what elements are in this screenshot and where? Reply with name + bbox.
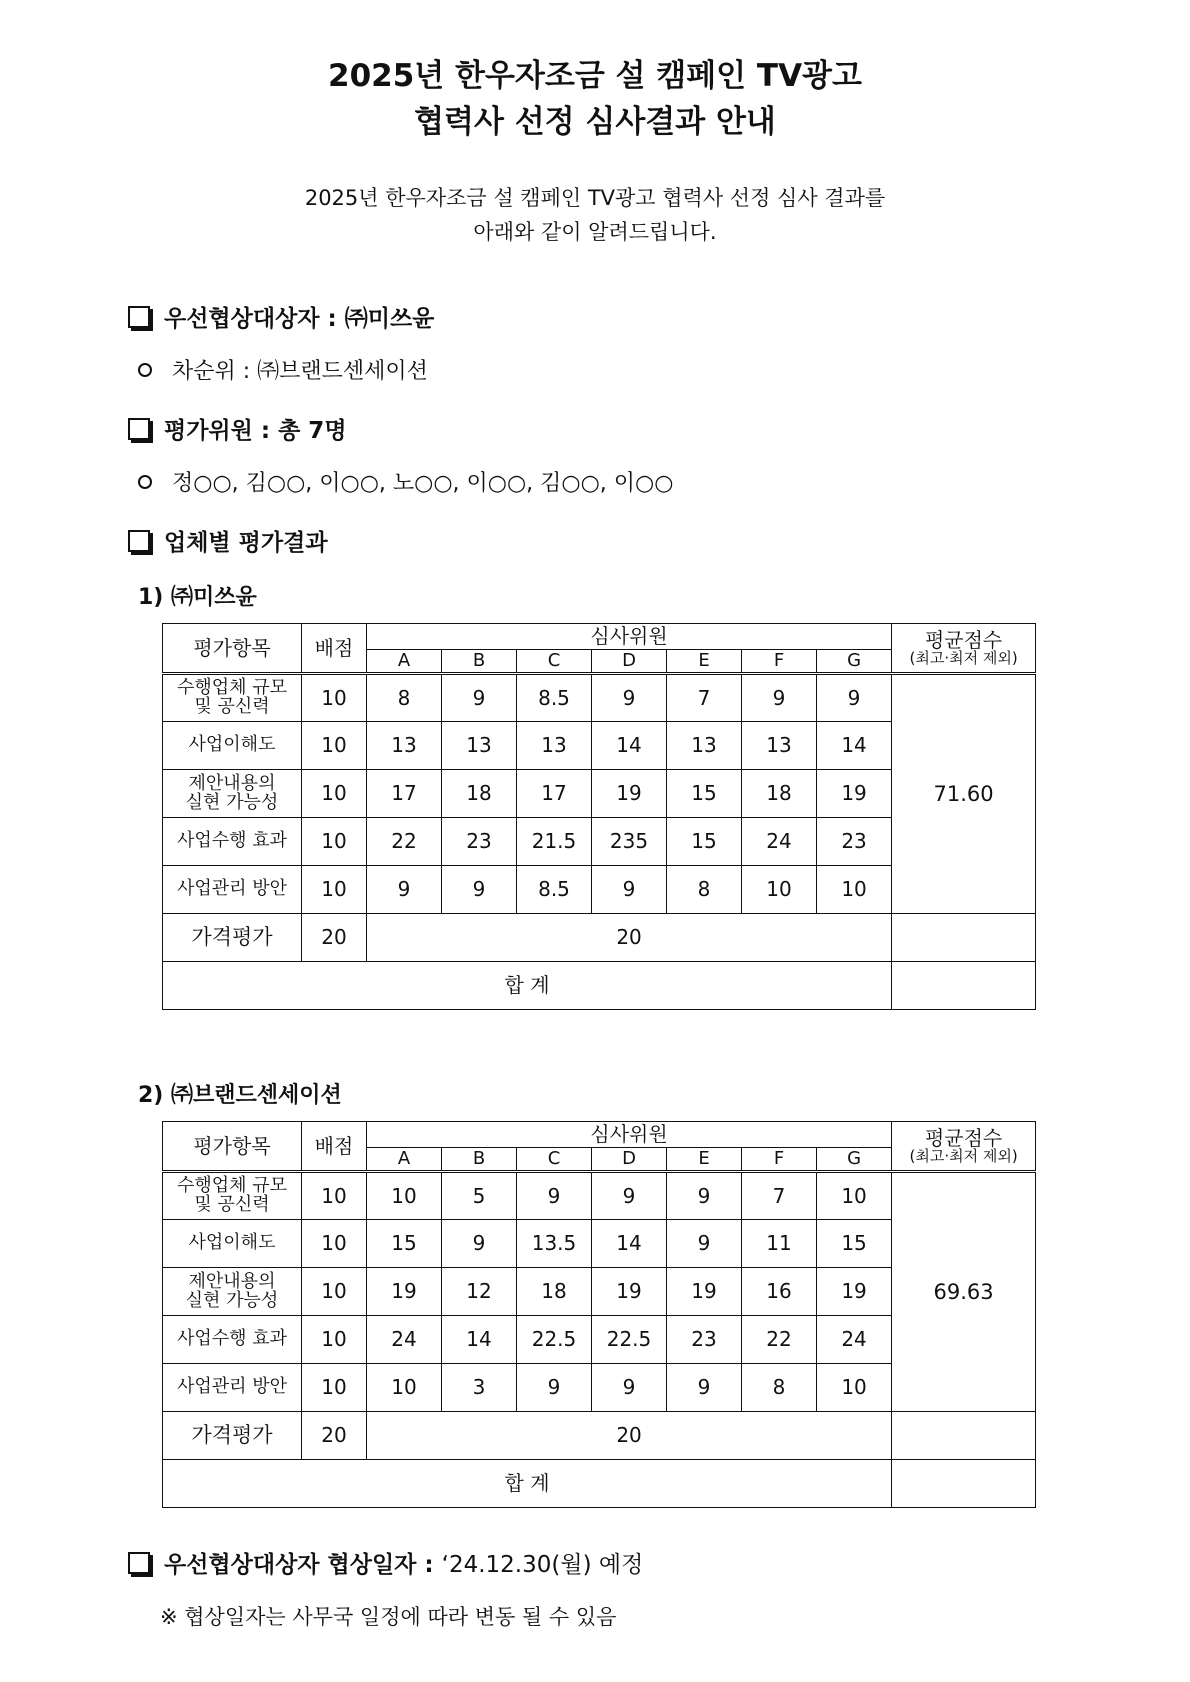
- total-value-empty: [892, 962, 1036, 1010]
- header-judge-g: G: [817, 1148, 892, 1172]
- item-cell: 사업수행 효과: [163, 818, 302, 866]
- header-judge-e: E: [667, 650, 742, 674]
- score-cell: 19: [367, 1268, 442, 1316]
- score-cell: 10: [367, 1364, 442, 1412]
- header-average-label: 평균점수: [924, 1125, 1003, 1150]
- score-cell: 9: [517, 1172, 592, 1220]
- negotiation-note: ※ 협상일자는 사무국 일정에 따라 변동 될 수 있음: [160, 1605, 617, 1629]
- score-cell: 14: [442, 1316, 517, 1364]
- intro-line1: 2025년 한우자조금 설 캠페인 TV광고 협력사 선정 심사 결과를: [304, 186, 886, 210]
- header-judge-a: A: [367, 1148, 442, 1172]
- score-cell: 9: [742, 674, 817, 722]
- score-cell: 19: [592, 1268, 667, 1316]
- score-cell: 19: [817, 1268, 892, 1316]
- score-cell: 19: [817, 770, 892, 818]
- score-cell: 10: [367, 1172, 442, 1220]
- score-cell: 17: [367, 770, 442, 818]
- points-cell: 10: [302, 866, 367, 914]
- score-cell: 22.5: [592, 1316, 667, 1364]
- score-cell: 12: [442, 1268, 517, 1316]
- score-cell: 9: [442, 674, 517, 722]
- score-cell: 22.5: [517, 1316, 592, 1364]
- score-cell: 9: [592, 674, 667, 722]
- score-cell: 10: [817, 1364, 892, 1412]
- points-cell: 10: [302, 1316, 367, 1364]
- header-judge-b: B: [442, 650, 517, 674]
- score-cell: 23: [442, 818, 517, 866]
- item-cell: 사업관리 방안: [163, 866, 302, 914]
- header-points: 배점: [302, 1122, 367, 1172]
- header-average-label: 평균점수: [924, 627, 1003, 652]
- score-cell: 24: [367, 1316, 442, 1364]
- score-cell: 18: [442, 770, 517, 818]
- score-cell: 3: [442, 1364, 517, 1412]
- header-judge-d: D: [592, 650, 667, 674]
- score-cell: 9: [592, 1364, 667, 1412]
- item-cell: 사업관리 방안: [163, 1364, 302, 1412]
- section-results: [128, 524, 328, 557]
- runner-up-text: 차순위 : ㈜브랜드센세이션: [172, 359, 428, 384]
- total-label: 합 계: [163, 1460, 892, 1508]
- score-cell: 17: [517, 770, 592, 818]
- total-row: [163, 1460, 1036, 1508]
- score-cell: 9: [367, 866, 442, 914]
- price-row: [163, 1412, 1036, 1460]
- evaluation-table-company-2: [162, 1121, 1036, 1508]
- score-cell: 7: [742, 1172, 817, 1220]
- price-label: 가격평가: [163, 914, 302, 962]
- header-judge-a: A: [367, 650, 442, 674]
- score-cell: 9: [667, 1220, 742, 1268]
- table-row: [163, 674, 1036, 722]
- score-cell: 13: [742, 722, 817, 770]
- score-cell: 14: [592, 722, 667, 770]
- header-judge-c: C: [517, 1148, 592, 1172]
- price-average-empty: [892, 1412, 1036, 1460]
- company-2-heading: 2) ㈜브랜드센세이션: [138, 1083, 342, 1108]
- points-cell: 10: [302, 674, 367, 722]
- price-score: 20: [367, 1412, 892, 1460]
- score-cell: 7: [667, 674, 742, 722]
- score-cell: 10: [817, 1172, 892, 1220]
- score-cell: 15: [667, 770, 742, 818]
- score-cell: 23: [817, 818, 892, 866]
- points-cell: 10: [302, 1220, 367, 1268]
- document-title-line1: 2025년 한우자조금 설 캠페인 TV광고: [328, 58, 862, 94]
- score-cell: 9: [667, 1172, 742, 1220]
- evaluation-table-company-1: [162, 623, 1036, 1010]
- score-cell: 9: [817, 674, 892, 722]
- committee-members: 정○○, 김○○, 이○○, 노○○, 이○○, 김○○, 이○○: [172, 471, 674, 496]
- score-cell: 9: [667, 1364, 742, 1412]
- item-cell: 제안내용의 실현 가능성: [163, 1268, 302, 1316]
- header-judge-b: B: [442, 1148, 517, 1172]
- header-judge-e: E: [667, 1148, 742, 1172]
- committee-members-line: [138, 466, 673, 497]
- header-judge-c: C: [517, 650, 592, 674]
- header-item: 평가항목: [163, 624, 302, 674]
- score-cell: 9: [517, 1364, 592, 1412]
- header-judge-d: D: [592, 1148, 667, 1172]
- score-cell: 15: [817, 1220, 892, 1268]
- item-cell: 사업이해도: [163, 722, 302, 770]
- circle-bullet-icon: [138, 475, 152, 489]
- price-points: 20: [302, 1412, 367, 1460]
- score-cell: 22: [367, 818, 442, 866]
- item-cell: 사업수행 효과: [163, 1316, 302, 1364]
- header-judge-f: F: [742, 650, 817, 674]
- score-cell: 15: [667, 818, 742, 866]
- checkbox-square-icon: [128, 418, 150, 440]
- score-cell: 11: [742, 1220, 817, 1268]
- header-item: 평가항목: [163, 1122, 302, 1172]
- points-cell: 10: [302, 1364, 367, 1412]
- header-average: [892, 624, 1036, 674]
- score-cell: 16: [742, 1268, 817, 1316]
- total-label: 합 계: [163, 962, 892, 1010]
- section-committee: [128, 412, 347, 445]
- preferred-value: ㈜미쓰윤: [344, 306, 435, 332]
- results-label: 업체별 평가결과: [164, 530, 328, 556]
- points-cell: 10: [302, 1268, 367, 1316]
- checkbox-square-icon: [128, 306, 150, 328]
- score-cell: 8: [742, 1364, 817, 1412]
- circle-bullet-icon: [138, 363, 152, 377]
- negotiation-label: 우선협상대상자 협상일자 :: [164, 1552, 434, 1578]
- average-score: 69.63: [892, 1172, 1036, 1412]
- negotiation-date: ‘24.12.30(월) 예정: [441, 1552, 644, 1578]
- score-cell: 13.5: [517, 1220, 592, 1268]
- score-cell: 18: [517, 1268, 592, 1316]
- item-cell: 사업이해도: [163, 1220, 302, 1268]
- score-cell: 10: [742, 866, 817, 914]
- score-cell: 13: [367, 722, 442, 770]
- score-cell: 9: [442, 866, 517, 914]
- section-preferred: [128, 300, 434, 333]
- header-judge-f: F: [742, 1148, 817, 1172]
- score-cell: 8: [667, 866, 742, 914]
- price-average-empty: [892, 914, 1036, 962]
- item-cell: 수행업체 규모 및 공신력: [163, 674, 302, 722]
- price-points: 20: [302, 914, 367, 962]
- score-cell: 24: [817, 1316, 892, 1364]
- score-cell: 235: [592, 818, 667, 866]
- intro-line2: 아래와 같이 알려드립니다.: [473, 220, 717, 244]
- document-title-line2: 협력사 선정 심사결과 안내: [414, 104, 776, 140]
- score-cell: 10: [817, 866, 892, 914]
- score-cell: 14: [592, 1220, 667, 1268]
- points-cell: 10: [302, 818, 367, 866]
- header-judges: 심사위원: [367, 624, 892, 650]
- checkbox-square-icon: [128, 1552, 150, 1574]
- score-cell: 13: [442, 722, 517, 770]
- header-judge-g: G: [817, 650, 892, 674]
- price-row: [163, 914, 1036, 962]
- committee-label: 평가위원 : 총 7명: [164, 418, 347, 444]
- company-1-heading: 1) ㈜미쓰윤: [138, 585, 257, 610]
- score-cell: 19: [667, 1268, 742, 1316]
- score-cell: 14: [817, 722, 892, 770]
- score-cell: 13: [667, 722, 742, 770]
- score-cell: 18: [742, 770, 817, 818]
- score-cell: 8.5: [517, 866, 592, 914]
- score-cell: 8.5: [517, 674, 592, 722]
- score-cell: 15: [367, 1220, 442, 1268]
- score-cell: 5: [442, 1172, 517, 1220]
- header-points: 배점: [302, 624, 367, 674]
- price-label: 가격평가: [163, 1412, 302, 1460]
- score-cell: 19: [592, 770, 667, 818]
- header-average-note: (최고·최저 제외): [909, 648, 1018, 667]
- item-cell: 수행업체 규모 및 공신력: [163, 1172, 302, 1220]
- score-cell: 22: [742, 1316, 817, 1364]
- score-cell: 21.5: [517, 818, 592, 866]
- points-cell: 10: [302, 722, 367, 770]
- score-cell: 23: [667, 1316, 742, 1364]
- points-cell: 10: [302, 1172, 367, 1220]
- points-cell: 10: [302, 770, 367, 818]
- average-score: 71.60: [892, 674, 1036, 914]
- total-row: [163, 962, 1036, 1010]
- score-cell: 24: [742, 818, 817, 866]
- score-cell: 9: [592, 1172, 667, 1220]
- header-average-note: (최고·최저 제외): [909, 1146, 1018, 1165]
- price-score: 20: [367, 914, 892, 962]
- score-cell: 9: [442, 1220, 517, 1268]
- table-row: [163, 1172, 1036, 1220]
- preferred-label: 우선협상대상자 :: [164, 306, 337, 332]
- item-cell: 제안내용의 실현 가능성: [163, 770, 302, 818]
- total-value-empty: [892, 1460, 1036, 1508]
- score-cell: 13: [517, 722, 592, 770]
- score-cell: 8: [367, 674, 442, 722]
- section-negotiation: [128, 1546, 643, 1579]
- checkbox-square-icon: [128, 530, 150, 552]
- header-judges: 심사위원: [367, 1122, 892, 1148]
- score-cell: 9: [592, 866, 667, 914]
- header-average: [892, 1122, 1036, 1172]
- runner-up-line: [138, 354, 428, 385]
